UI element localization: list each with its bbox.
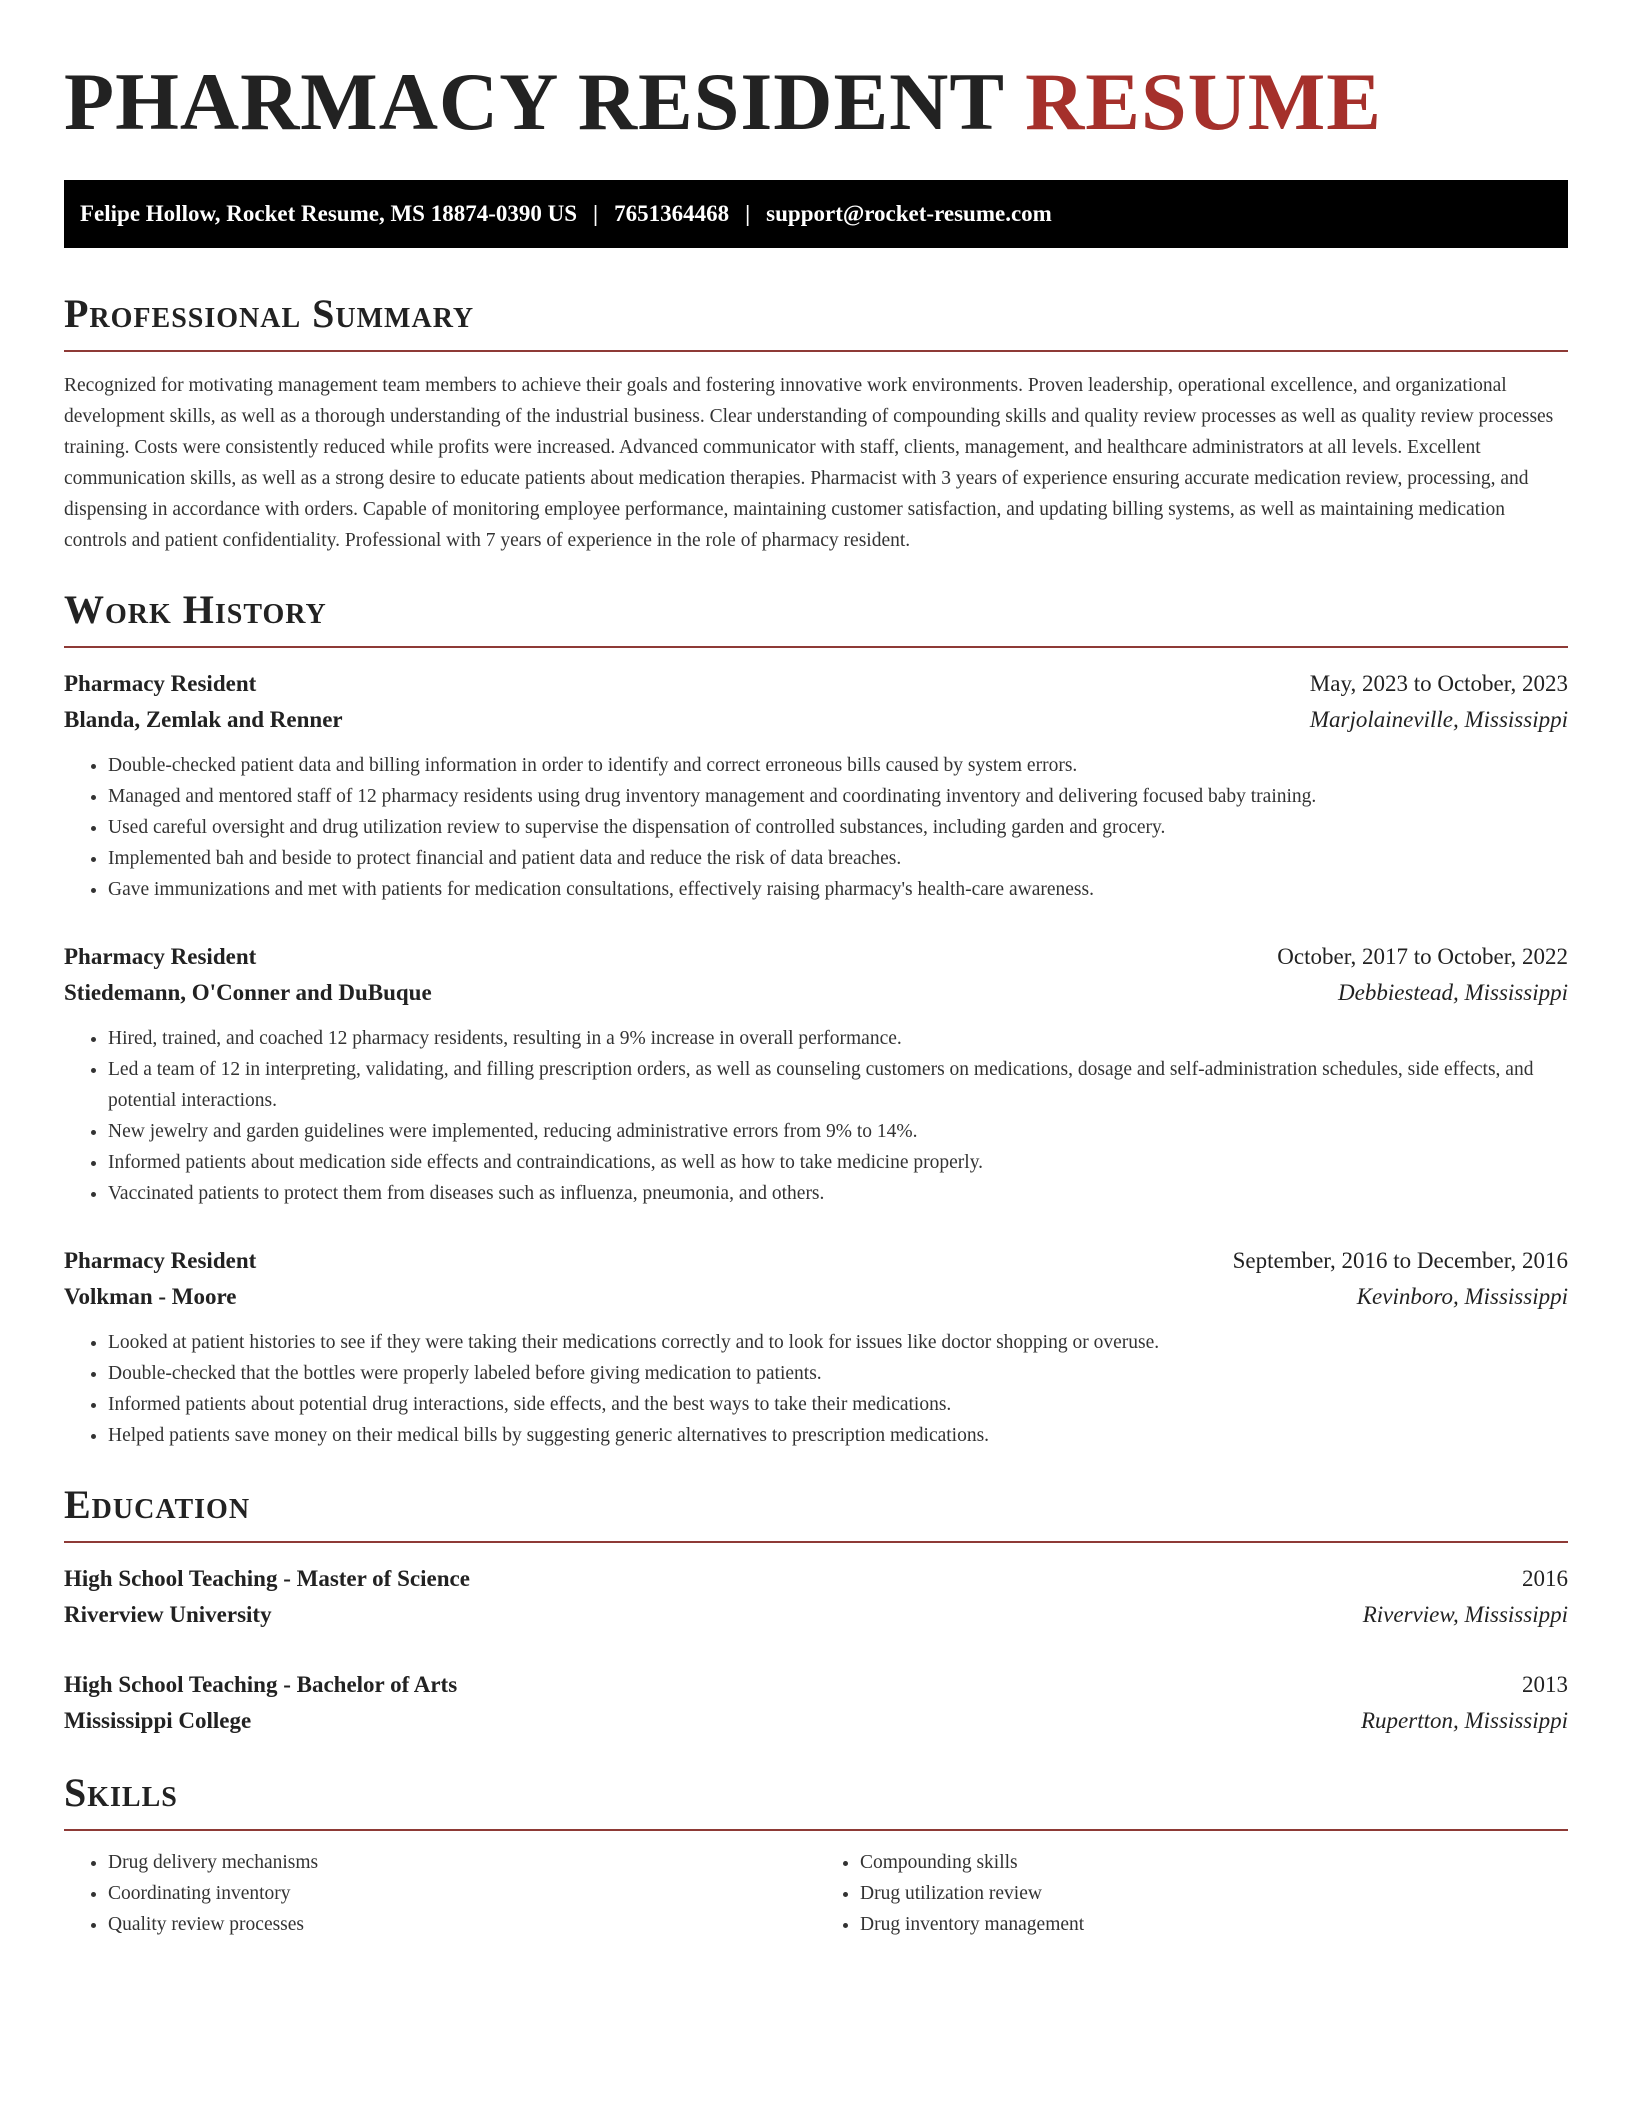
job-bullet: • Helped patients save money on their medical bills by suggesting generic alternatives to prescription medications. [108,1420,1568,1451]
education-degree: High School Teaching - Bachelor of Arts [64,1672,458,1697]
job-title: Pharmacy Resident [64,944,257,969]
job-company-row [64,975,1568,1011]
education-school: Riverview University [64,1602,272,1627]
job-bullet: • Led a team of 12 in interpreting, validating, and filling prescription orders, as well as counseling customers on medications, dosage and self-administration schedules, side effects, and potential interactions. [108,1054,1568,1116]
job-bullet: • Double-checked patient data and billing information in order to identify and correct erroneous bills caused by system errors. [108,750,1568,781]
resume-title [64,52,1568,152]
skills-column-left [64,1847,816,1940]
job-dates: September, 2016 to December, 2016 [1232,1248,1568,1273]
job-bullet: • Looked at patient histories to see if they were taking their medications correctly and to look for issues like doctor shopping or overuse. [108,1327,1568,1358]
job-company: Stiedemann, O'Conner and DuBuque [64,980,432,1005]
education-year: 2013 [1522,1672,1568,1697]
job-bullet: • Informed patients about medication side effects and contraindications, as well as how to take medicine properly. [108,1147,1568,1178]
job-bullet: • Informed patients about potential drug interactions, side effects, and the best ways to take their medications. [108,1389,1568,1420]
job-header-row [64,1243,1568,1279]
job-header-row [64,939,1568,975]
skill-item: • Coordinating inventory [108,1878,816,1909]
job-location: Kevinboro, Mississippi [1356,1284,1568,1309]
skill-item: • Drug utilization review [860,1878,1568,1909]
contact-bar [64,180,1568,248]
skills-grid [64,1847,1568,1940]
education-school-row [64,1703,1568,1739]
section-divider [64,1541,1568,1543]
education-school-row [64,1597,1568,1633]
contact-email: support@rocket-resume.com [766,201,1052,226]
work-history-heading: Work History [64,587,327,632]
section-divider [64,350,1568,352]
job-bullet: • Gave immunizations and met with patients for medication consultations, effectively raising pharmacy's health-care awareness. [108,874,1568,905]
job-dates: October, 2017 to October, 2022 [1277,944,1568,969]
job-bullet: • Vaccinated patients to protect them from diseases such as influenza, pneumonia, and others. [108,1178,1568,1209]
contact-separator: | [745,201,751,226]
job-entry [64,1243,1568,1451]
section-divider [64,1829,1568,1831]
job-title: Pharmacy Resident [64,671,257,696]
education-location: Riverview, Mississippi [1362,1602,1568,1627]
job-bullet: • Used careful oversight and drug utilization review to supervise the dispensation of controlled substances, including garden and grocery. [108,812,1568,843]
skills-heading: Skills [64,1770,178,1815]
contact-separator: | [593,201,599,226]
job-bullet: • Hired, trained, and coached 12 pharmacy residents, resulting in a 9% increase in overall performance. [108,1023,1568,1054]
summary-text: Recognized for motivating management team members to achieve their goals and fostering innovative work environments. Proven leadership, operational excellence, and organizational development skills, as well as a thorough understanding of the industrial business. Clear understanding of compounding skills and quality review processes as well as quality review processes training. Costs were consistently reduced while profits were increased. Advanced communicator with staff, clients, management, and healthcare administrators at all levels. Excellent communication skills, as well as a strong desire to educate patients about medication therapies. Pharmacist with 3 years of experience ensuring accurate medication review, processing, and dispensing in accordance with orders. Capable of monitoring employee performance, maintaining customer satisfaction, and updating billing systems, as well as maintaining medication controls and patient confidentiality. Professional with 7 years of experience in the role of pharmacy resident. [64,375,1554,551]
education-degree: High School Teaching - Master of Science [64,1566,470,1591]
summary-heading: Professional Summary [64,291,475,336]
education-location: Rupertton, Mississippi [1360,1708,1568,1733]
education-header-row [64,1561,1568,1597]
job-dates: May, 2023 to October, 2023 [1309,671,1568,696]
job-bullet: • Implemented bah and beside to protect financial and patient data and reduce the risk of data breaches. [108,843,1568,874]
job-entry [64,939,1568,1209]
education-entry [64,1667,1568,1739]
education-entry [64,1561,1568,1633]
skill-item: • Drug delivery mechanisms [108,1847,816,1878]
education-section [64,1479,1568,1739]
title-main: PHARMACY RESIDENT [64,56,1004,147]
job-company-row [64,702,1568,738]
contact-address: Felipe Hollow, Rocket Resume, MS 18874-0390 US [80,201,578,226]
job-bullets [64,1023,1568,1209]
job-bullet: • Double-checked that the bottles were properly labeled before giving medication to patients. [108,1358,1568,1389]
education-year: 2016 [1522,1566,1568,1591]
title-accent: RESUME [1025,56,1382,147]
skill-item: • Quality review processes [108,1909,816,1940]
job-location: Marjolaineville, Mississippi [1309,707,1568,732]
education-heading: Education [64,1482,251,1527]
job-bullet: • Managed and mentored staff of 12 pharmacy residents using drug inventory management and coordinating inventory and delivering focused baby training. [108,781,1568,812]
job-company-row [64,1279,1568,1315]
education-header-row [64,1667,1568,1703]
skills-section [64,1767,1568,1940]
skill-item: • Compounding skills [860,1847,1568,1878]
job-location: Debbiestead, Mississippi [1338,980,1568,1005]
job-bullets [64,1327,1568,1451]
contact-phone: 7651364468 [614,201,730,226]
job-company: Volkman - Moore [64,1284,237,1309]
work-history-section [64,584,1568,1451]
job-entry [64,666,1568,905]
job-bullets [64,750,1568,905]
section-divider [64,646,1568,648]
job-company: Blanda, Zemlak and Renner [64,707,343,732]
skills-column-right [816,1847,1568,1940]
education-school: Mississippi College [64,1708,252,1733]
job-bullet: • New jewelry and garden guidelines were implemented, reducing administrative errors from 9% to 14%. [108,1116,1568,1147]
summary-section [64,288,1568,556]
skill-item: • Drug inventory management [860,1909,1568,1940]
job-header-row [64,666,1568,702]
job-title: Pharmacy Resident [64,1248,257,1273]
